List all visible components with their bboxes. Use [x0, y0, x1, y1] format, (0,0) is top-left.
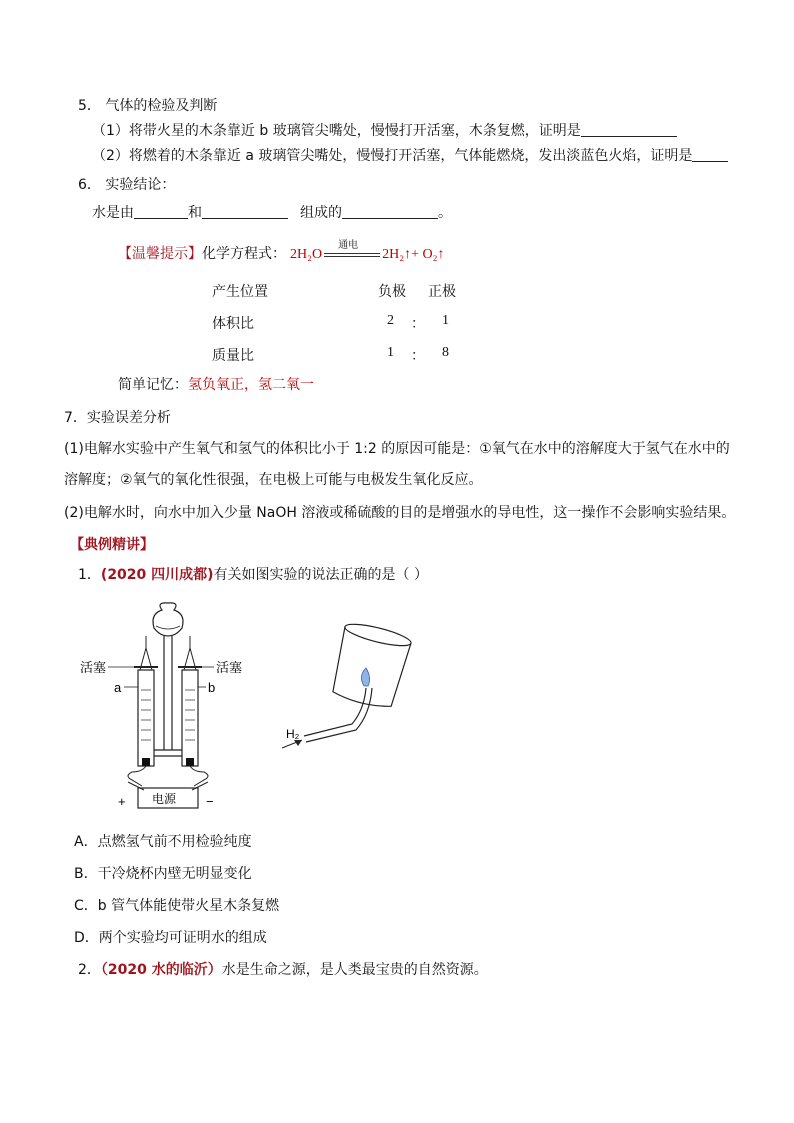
example-heading: 【典例精讲】: [70, 537, 154, 553]
analysis-paragraph-1a: (1)电解水实验中产生氧气和氢气的体积比小于 1:2 的原因可能是：①氧气在水中的溶解度大于氢气在水中的: [64, 441, 730, 457]
conclusion-text-4: 。: [438, 205, 452, 221]
analysis-paragraph-1b: 溶解度；②氧气的氧化性很强，在电极上可能与电极发生氧化反应。: [64, 472, 483, 488]
conclusion-text-1: 水是由: [92, 205, 134, 221]
hydrogen-combustion-figure: [280, 612, 430, 762]
answer-blank: [134, 204, 188, 219]
section-6-title: 6． 实验结论：: [78, 177, 176, 193]
table-cell-sep: ：: [411, 316, 425, 332]
question-1-source: (2020 四川成都): [100, 567, 214, 583]
equation-arrow: [322, 240, 382, 264]
answer-blank: [202, 204, 288, 219]
question-1-number: 1．: [78, 567, 101, 583]
option-a: A．点燃氢气前不用检验纯度: [74, 834, 252, 850]
conclusion-text-3: 组成的: [300, 205, 342, 221]
question-2-source: （2020 水的临沂）: [100, 962, 222, 978]
power-source-label: 电源: [152, 792, 177, 806]
table-header-negative: 负极: [378, 284, 406, 300]
equation-condition: 通电: [338, 240, 359, 251]
tube-b-label: b: [208, 680, 216, 695]
memo-line: [118, 375, 314, 395]
conclusion-text-2: 和: [188, 205, 202, 221]
stopcock-left-label: 活塞: [80, 660, 107, 675]
option-b: B．干冷烧杯内壁无明显变化: [74, 866, 252, 882]
question-2-number: 2．: [78, 962, 101, 978]
memo-text: 氢负氧正，氢二氧一: [188, 377, 314, 393]
section-5-line-2: [92, 146, 728, 166]
table-cell-pos: 1: [442, 313, 449, 328]
table-header-positive: 正极: [428, 284, 456, 300]
table-row-label: 质量比: [212, 348, 254, 364]
equation-product: 2H₂↑+ O₂↑: [382, 247, 445, 262]
tip-line: [118, 240, 445, 265]
analysis-paragraph-2: (2)电解水时，向水中加入少量 NaOH 溶液或稀硫酸的目的是增强水的导电性，这一操作不会影响实验结果。: [64, 505, 736, 521]
line-1-text: （1）将带火星的木条靠近 b 玻璃管尖嘴处，慢慢打开活塞，木条复燃，证明是: [92, 123, 581, 139]
h2-label: H₂: [286, 727, 300, 741]
table-header-position: 产生位置: [212, 284, 268, 300]
memo-label: 简单记忆：: [118, 377, 188, 393]
question-2: [78, 960, 488, 980]
electrolysis-apparatus: [76, 600, 266, 810]
tip-label: 【温馨提示】: [118, 246, 202, 262]
table-cell-sep: ：: [411, 348, 425, 364]
table-cell-neg: 2: [387, 313, 394, 328]
equation-reactant: 2H₂O: [290, 247, 323, 262]
option-d: D．两个实验均可证明水的组成: [74, 930, 267, 946]
section-5-line-1: [92, 121, 677, 141]
tube-a-label: a: [114, 680, 122, 695]
table-row-label: 体积比: [212, 316, 254, 332]
section-7-title: 7．实验误差分析: [64, 410, 171, 426]
option-c: C．b 管气体能使带火星木条复燃: [74, 898, 280, 914]
answer-blank: [342, 204, 438, 219]
conclusion-line: [92, 203, 452, 223]
question-1: [78, 565, 428, 585]
table-cell-pos: 8: [442, 345, 449, 360]
answer-blank: [581, 122, 677, 137]
answer-blank: [692, 147, 728, 162]
question-1-text: 有关如图实验的说法正确的是（ ）: [213, 567, 429, 583]
minus-terminal: −: [206, 794, 214, 809]
section-5-title: 5． 气体的检验及判断: [78, 98, 218, 114]
line-2-text: （2）将燃着的木条靠近 a 玻璃管尖嘴处，慢慢打开活塞，气体能燃烧，发出淡蓝色火焰，证明是: [92, 148, 693, 164]
equation-label: 化学方程式：: [202, 246, 286, 262]
plus-terminal: +: [118, 794, 126, 809]
question-2-text: 水是生命之源，是人类最宝贵的自然资源。: [221, 962, 488, 978]
stopcock-right-label: 活塞: [216, 660, 243, 675]
table-cell-neg: 1: [387, 345, 394, 360]
